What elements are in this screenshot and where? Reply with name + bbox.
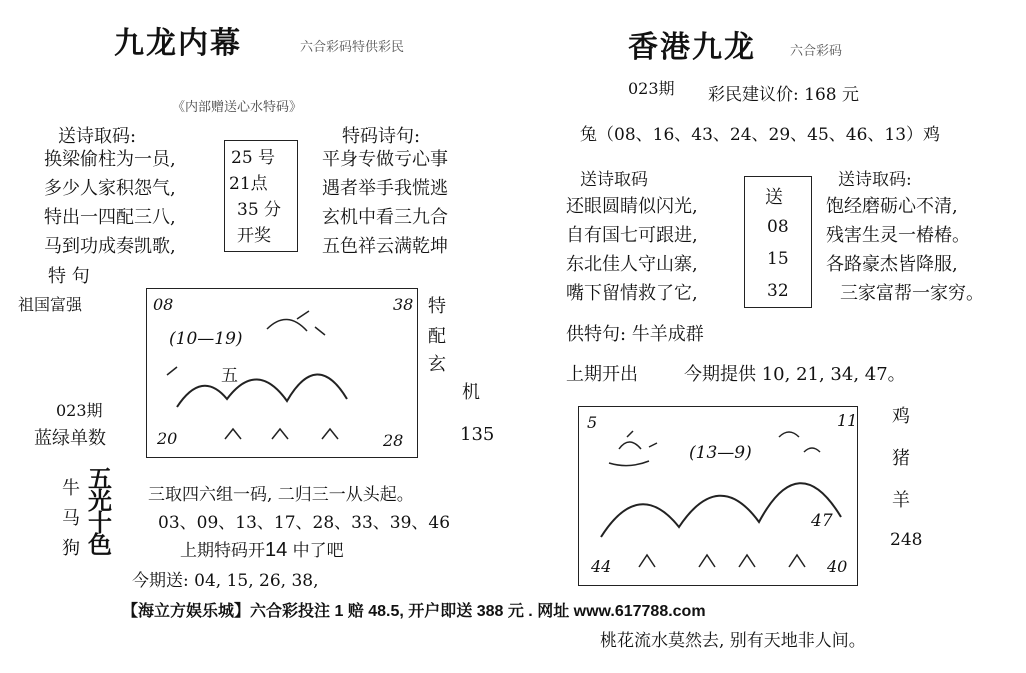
left-sketch-drawing bbox=[147, 289, 417, 457]
left-issue: 023期 bbox=[56, 401, 103, 420]
poem-line: 马到功成奏凯歌, bbox=[44, 236, 176, 257]
poem-line: 饱经磨砺心不清, bbox=[826, 196, 958, 217]
rule-line: 三取四六组一码, 二归三一从头起。 bbox=[148, 485, 414, 505]
sketch-num-bl: 20 bbox=[157, 429, 178, 448]
sketch-formula: (10—19) bbox=[169, 329, 243, 349]
send-num: 32 bbox=[767, 281, 789, 301]
special-poem bbox=[322, 145, 448, 261]
animal: 马 bbox=[62, 508, 80, 529]
draw-label: 开奖 bbox=[237, 226, 271, 246]
left-subheading: 《内部赠送心水特码》 bbox=[172, 100, 303, 115]
sketch-num-tr: 11 bbox=[837, 411, 858, 430]
left-title-sub: 六合彩码特供彩民 bbox=[300, 40, 405, 55]
sketch-num-tl: 5 bbox=[587, 413, 598, 432]
price-label: 彩民建议价: 168 元 bbox=[708, 85, 859, 105]
side-vertical-1: 特 bbox=[428, 296, 446, 317]
animal: 牛 bbox=[62, 478, 80, 499]
last-special-pre: 上期特码开 bbox=[180, 541, 265, 561]
right-title: 香港九龙 bbox=[628, 30, 756, 65]
right-poem-left bbox=[566, 192, 698, 308]
right-poem-right bbox=[826, 192, 984, 308]
sketch-num-br: 40 bbox=[827, 557, 848, 576]
side-animal-2: 猪 bbox=[892, 448, 910, 469]
side-animal-3: 羊 bbox=[892, 490, 910, 511]
side-number: 248 bbox=[890, 530, 923, 550]
supply-special: 供特句: 牛羊成群 bbox=[566, 324, 704, 345]
sketch-num-tr: 38 bbox=[393, 295, 414, 314]
flt-char: 五 bbox=[88, 464, 112, 493]
sketch-num-tl: 08 bbox=[153, 295, 174, 314]
send-num: 15 bbox=[767, 249, 789, 269]
side-vertical-3: 玄 bbox=[428, 354, 446, 375]
poem-line: 残害生灵一椿椿。 bbox=[826, 225, 970, 246]
flt-char: 光 bbox=[88, 486, 112, 515]
side-vertical-2: 配 bbox=[428, 326, 446, 347]
poem-line: 特出一四配三八, bbox=[44, 207, 176, 228]
animal: 狗 bbox=[62, 538, 80, 559]
right-title-sub: 六合彩码 bbox=[790, 44, 843, 59]
poem-line: 多少人家积怨气, bbox=[44, 178, 176, 199]
right-poem-label-right: 送诗取码: bbox=[838, 170, 912, 190]
right-issue: 023期 bbox=[628, 79, 675, 98]
today-send: 今期送: 04, 15, 26, 38, bbox=[132, 571, 319, 591]
te-ju-label: 特 句 bbox=[48, 266, 90, 287]
flt-char: 十 bbox=[88, 508, 112, 537]
right-sketch-drawing bbox=[579, 407, 857, 585]
numbers-line: 03、09、13、17、28、33、39、46 bbox=[158, 513, 451, 533]
poem-line: 五色祥云满乾坤 bbox=[322, 236, 448, 257]
poem-line: 自有国七可跟进, bbox=[566, 225, 698, 246]
draw-minute: 35 分 bbox=[237, 200, 282, 220]
rabbit-line: 兔（08、16、43、24、29、45、46、13）鸡 bbox=[580, 125, 941, 145]
poem-line: 遇者举手我慌逃 bbox=[322, 178, 448, 199]
right-poem-label-left: 送诗取码 bbox=[580, 170, 648, 190]
left-title: 九龙内幕 bbox=[114, 26, 242, 61]
poem-line: 嘴下留情救了它, bbox=[566, 283, 698, 304]
sketch-num-br: 28 bbox=[383, 431, 404, 450]
last-special-num: 14 bbox=[265, 539, 288, 561]
footer-poem: 桃花流水莫然去, 别有天地非人间。 bbox=[600, 631, 866, 651]
side-animal-1: 鸡 bbox=[892, 406, 910, 427]
last-special-post: 中了吧 bbox=[292, 541, 344, 561]
five-light-ten-color bbox=[88, 464, 112, 559]
last-special bbox=[180, 536, 344, 562]
poem-line: 各路豪杰皆降服, bbox=[826, 254, 958, 275]
poem-line: 东北佳人守山寨, bbox=[566, 254, 698, 275]
left-poem bbox=[44, 145, 176, 261]
poem-line: 换梁偷柱为一员, bbox=[44, 149, 176, 170]
this-supply: 今期提供 10, 21, 34, 47。 bbox=[684, 364, 906, 385]
special-poem-label: 特码诗句: bbox=[342, 126, 421, 147]
blue-green: 蓝绿单数 bbox=[34, 428, 106, 449]
sketch-formula: (13—9) bbox=[689, 443, 752, 463]
ji-number: 135 bbox=[460, 424, 495, 445]
send-num: 08 bbox=[767, 217, 789, 237]
sketch-char: 五 bbox=[221, 366, 238, 386]
last-open: 上期开出 bbox=[566, 364, 638, 385]
poem-line: 还眼圆睛似闪光, bbox=[566, 196, 698, 217]
send-box bbox=[744, 176, 812, 308]
left-poem-label: 送诗取码: bbox=[58, 126, 137, 147]
flt-char: 色 bbox=[88, 530, 112, 559]
footer-ad: 【海立方娱乐城】六合彩投注 1 赔 48.5, 开户即送 388 元 . 网址 www.617788.com bbox=[122, 603, 706, 620]
sketch-num-mid: 47 bbox=[811, 511, 833, 531]
poem-line: 三家富帮一家穷。 bbox=[840, 283, 984, 304]
poem-line: 平身专做亏心事 bbox=[322, 149, 448, 170]
animals-column bbox=[62, 474, 80, 564]
te-ju-text: 祖国富强 bbox=[18, 295, 83, 314]
draw-day: 25 号 bbox=[231, 148, 276, 168]
right-sketch-box bbox=[578, 406, 858, 586]
ji-label: 机 bbox=[462, 382, 480, 403]
sketch-num-bl: 44 bbox=[591, 557, 612, 576]
left-sketch-box bbox=[146, 288, 418, 458]
poem-line: 玄机中看三九合 bbox=[322, 207, 448, 228]
draw-hour: 21点 bbox=[229, 174, 268, 194]
draw-time-box bbox=[224, 140, 298, 252]
send-label: 送 bbox=[765, 187, 783, 208]
